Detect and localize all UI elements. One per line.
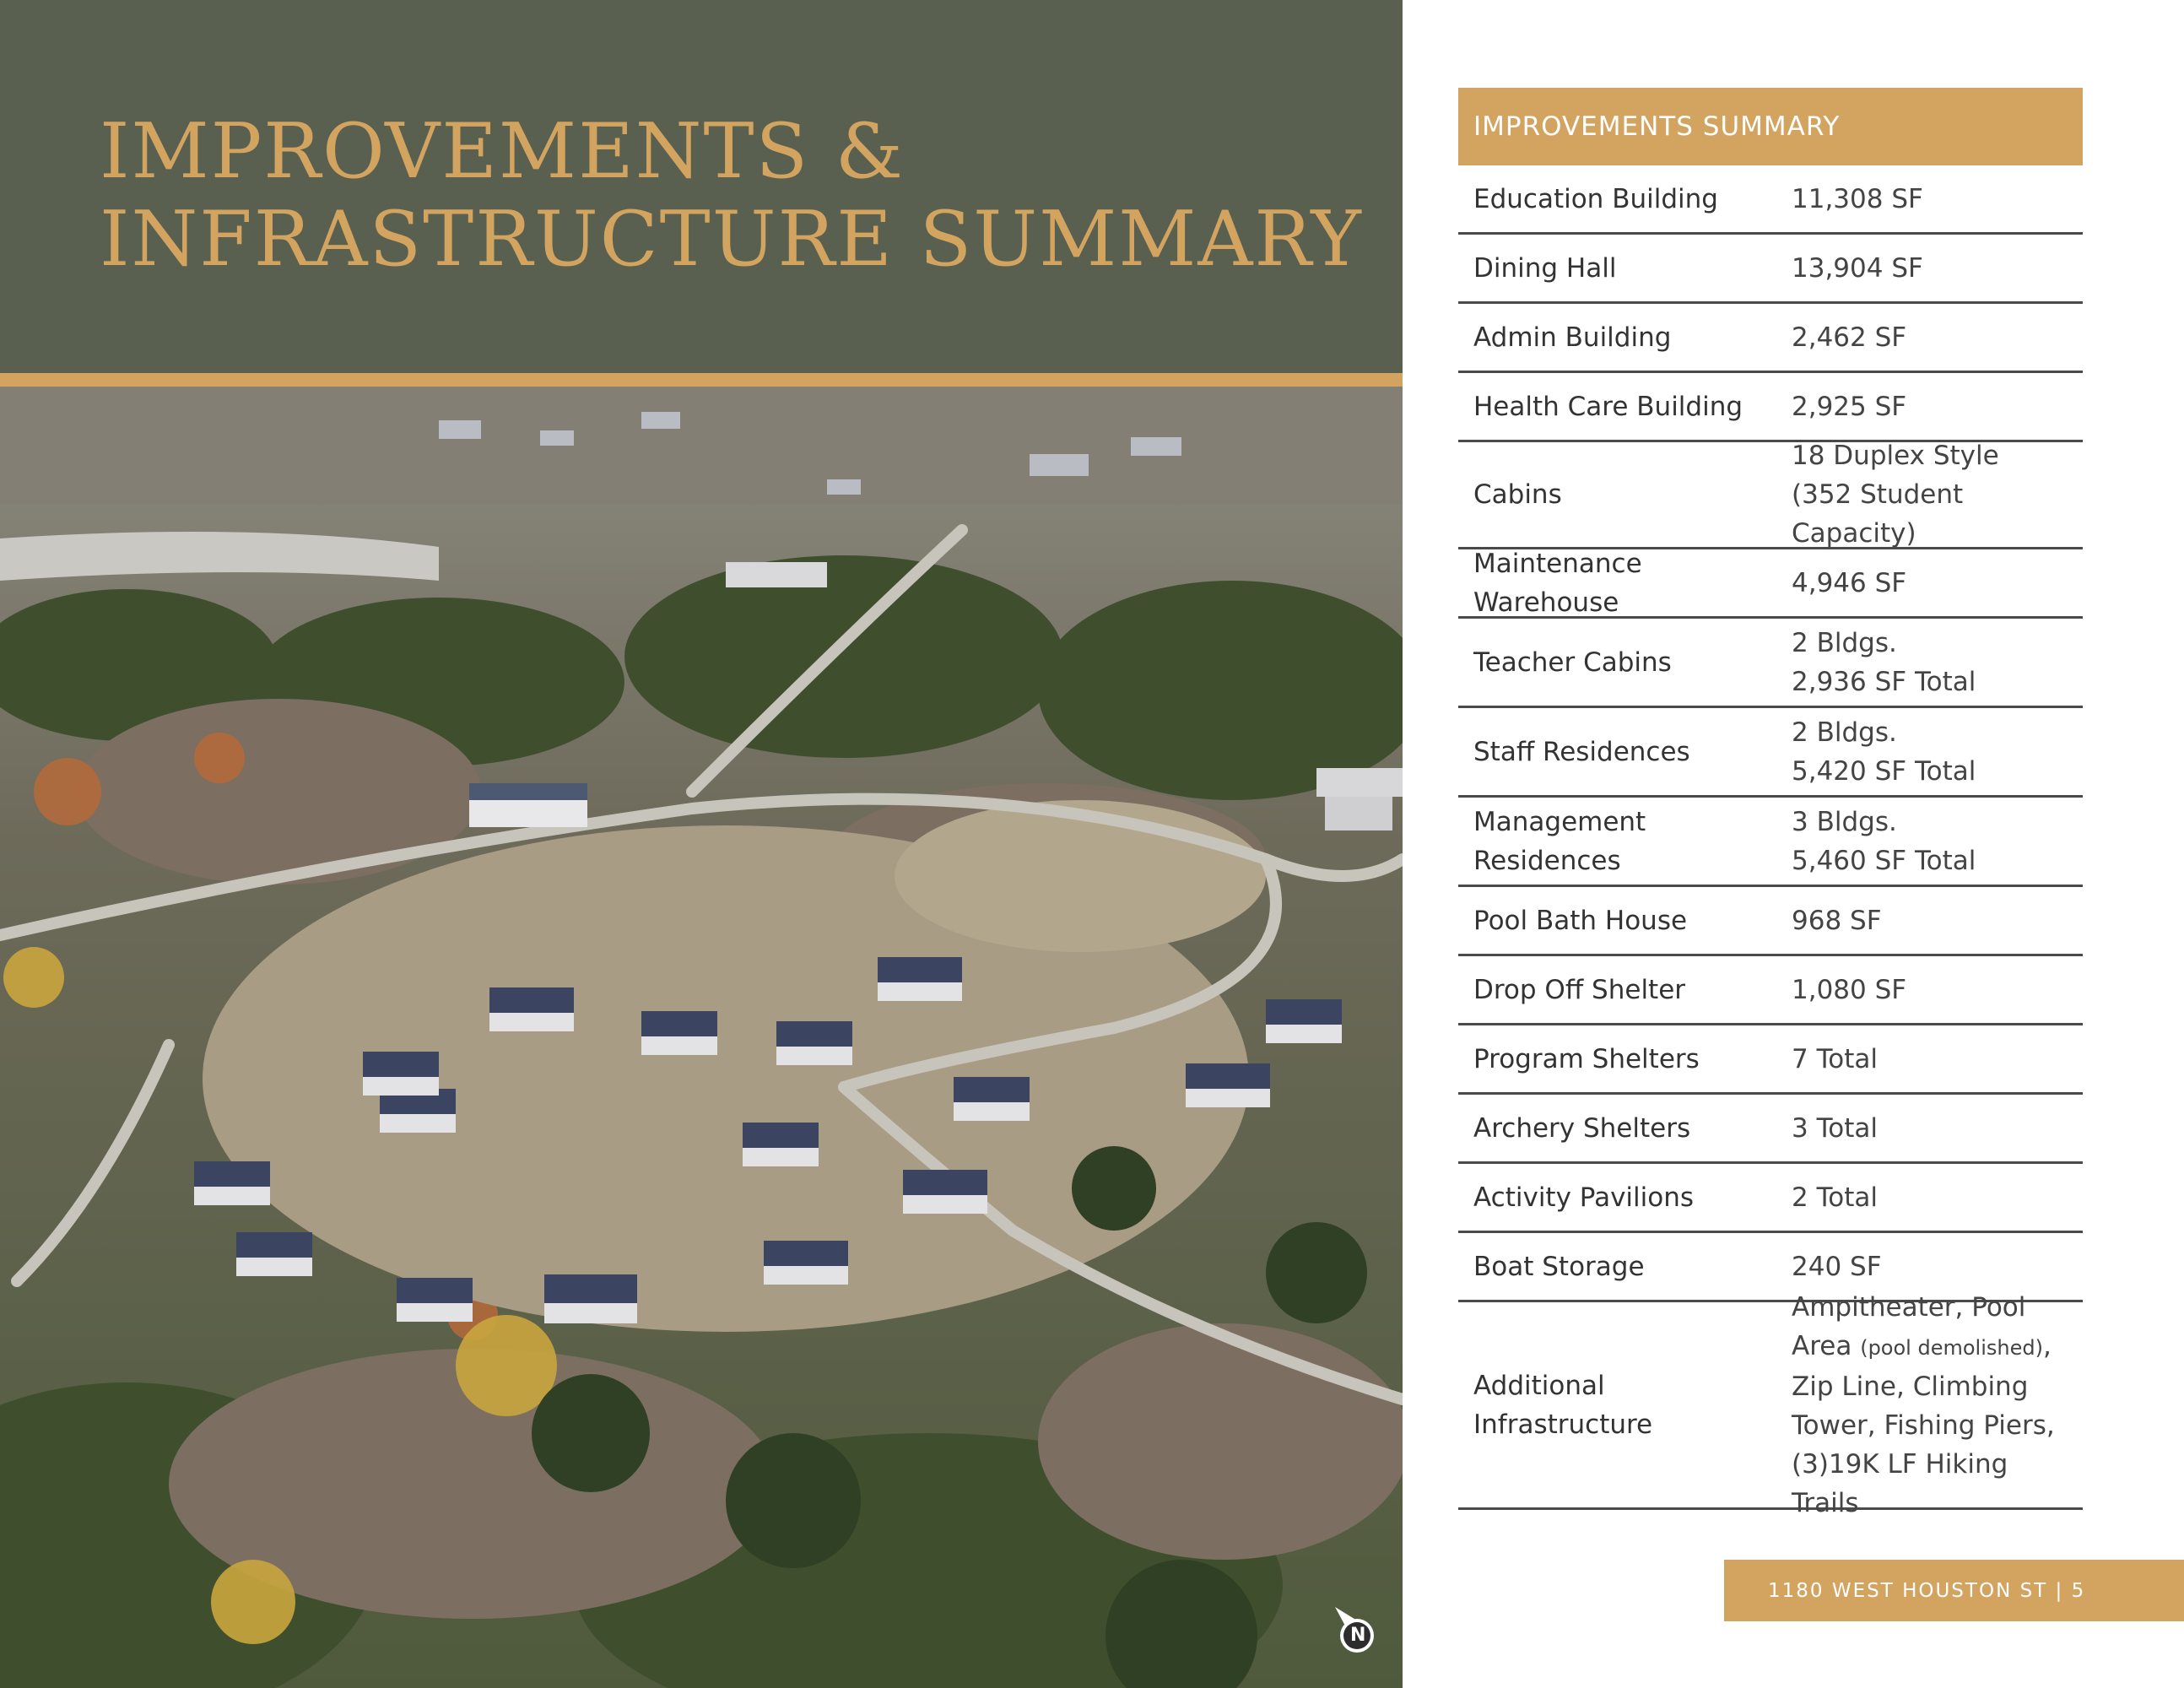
row-label: Pool Bath House xyxy=(1473,905,1688,936)
row-value-note: (pool demolished) xyxy=(1860,1335,2043,1360)
row-label: Program Shelters xyxy=(1473,1043,1700,1074)
row-value: 2 Total xyxy=(1792,1182,1878,1213)
table-row xyxy=(1458,373,2083,442)
row-value: 3 Total xyxy=(1792,1112,1878,1144)
table-row xyxy=(1458,442,2083,549)
table-row xyxy=(1458,1164,2083,1233)
row-label: Admin Building xyxy=(1473,322,1672,353)
row-label: Teacher Cabins xyxy=(1473,647,1672,678)
row-label: Archery Shelters xyxy=(1473,1112,1691,1144)
row-label: Maintenance Warehouse xyxy=(1473,548,1642,618)
row-value-part: Ampitheater, Pool Area xyxy=(1792,1291,2026,1361)
table-row xyxy=(1458,887,2083,956)
table-row-additional-infrastructure xyxy=(1458,1291,2083,1518)
row-label: Additional Infrastructure xyxy=(1473,1370,1653,1440)
row-value: 11,308 SF xyxy=(1792,183,1923,214)
summary-table-heading: IMPROVEMENTS SUMMARY xyxy=(1458,88,2083,165)
row-value xyxy=(1792,1288,2083,1523)
table-row xyxy=(1458,619,2083,708)
page-footer: 1180 WEST HOUSTON ST | 5 xyxy=(1724,1560,2184,1621)
row-value: 968 SF xyxy=(1792,905,1882,936)
row-label: Drop Off Shelter xyxy=(1473,974,1686,1005)
gold-divider xyxy=(0,373,1403,387)
table-row xyxy=(1458,708,2083,798)
row-label: Management Residences xyxy=(1473,806,1646,876)
row-label: Health Care Building xyxy=(1473,391,1743,422)
table-row xyxy=(1458,165,2083,235)
page-title-line-1: IMPROVEMENTS & xyxy=(100,107,905,196)
table-row xyxy=(1458,304,2083,373)
north-arrow-icon xyxy=(1332,1604,1382,1654)
row-label: Staff Residences xyxy=(1473,736,1690,767)
table-row xyxy=(1458,549,2083,619)
row-value: 2 Bldgs. 5,420 SF Total xyxy=(1792,717,1976,787)
row-label: Cabins xyxy=(1473,479,1562,510)
row-value: 7 Total xyxy=(1792,1043,1878,1074)
table-row xyxy=(1458,235,2083,304)
row-label: Education Building xyxy=(1473,183,1718,214)
row-value: 2,462 SF xyxy=(1792,322,1907,353)
row-value: 18 Duplex Style (352 Student Capacity) xyxy=(1792,441,1999,549)
page-title-line-2: INFRASTRUCTURE SUMMARY xyxy=(100,195,1363,284)
table-row xyxy=(1458,956,2083,1025)
table-row xyxy=(1458,1025,2083,1095)
row-value: 2 Bldgs. 2,936 SF Total xyxy=(1792,627,1976,697)
row-value: 3 Bldgs. 5,460 SF Total xyxy=(1792,806,1976,876)
north-arrow-label: N xyxy=(1350,1625,1366,1646)
page-title xyxy=(100,108,1365,284)
table-row xyxy=(1458,1095,2083,1164)
row-label: Activity Pavilions xyxy=(1473,1182,1695,1213)
improvements-summary-table xyxy=(1458,88,2083,1518)
row-value: 4,946 SF xyxy=(1792,567,1907,598)
row-value-part: , Zip Line, Climbing Tower, Fishing Piers, (3)19K LF Hiking Trails xyxy=(1792,1330,2055,1518)
summary-table-body xyxy=(1458,165,2083,1518)
row-value: 240 SF xyxy=(1792,1251,1882,1282)
row-label: Dining Hall xyxy=(1473,252,1617,284)
row-value: 2,925 SF xyxy=(1792,391,1907,422)
aerial-campus-photo xyxy=(0,387,1403,1688)
row-value: 13,904 SF xyxy=(1792,252,1923,284)
row-label: Boat Storage xyxy=(1473,1251,1645,1282)
table-row xyxy=(1458,798,2083,887)
row-value: 1,080 SF xyxy=(1792,974,1907,1005)
